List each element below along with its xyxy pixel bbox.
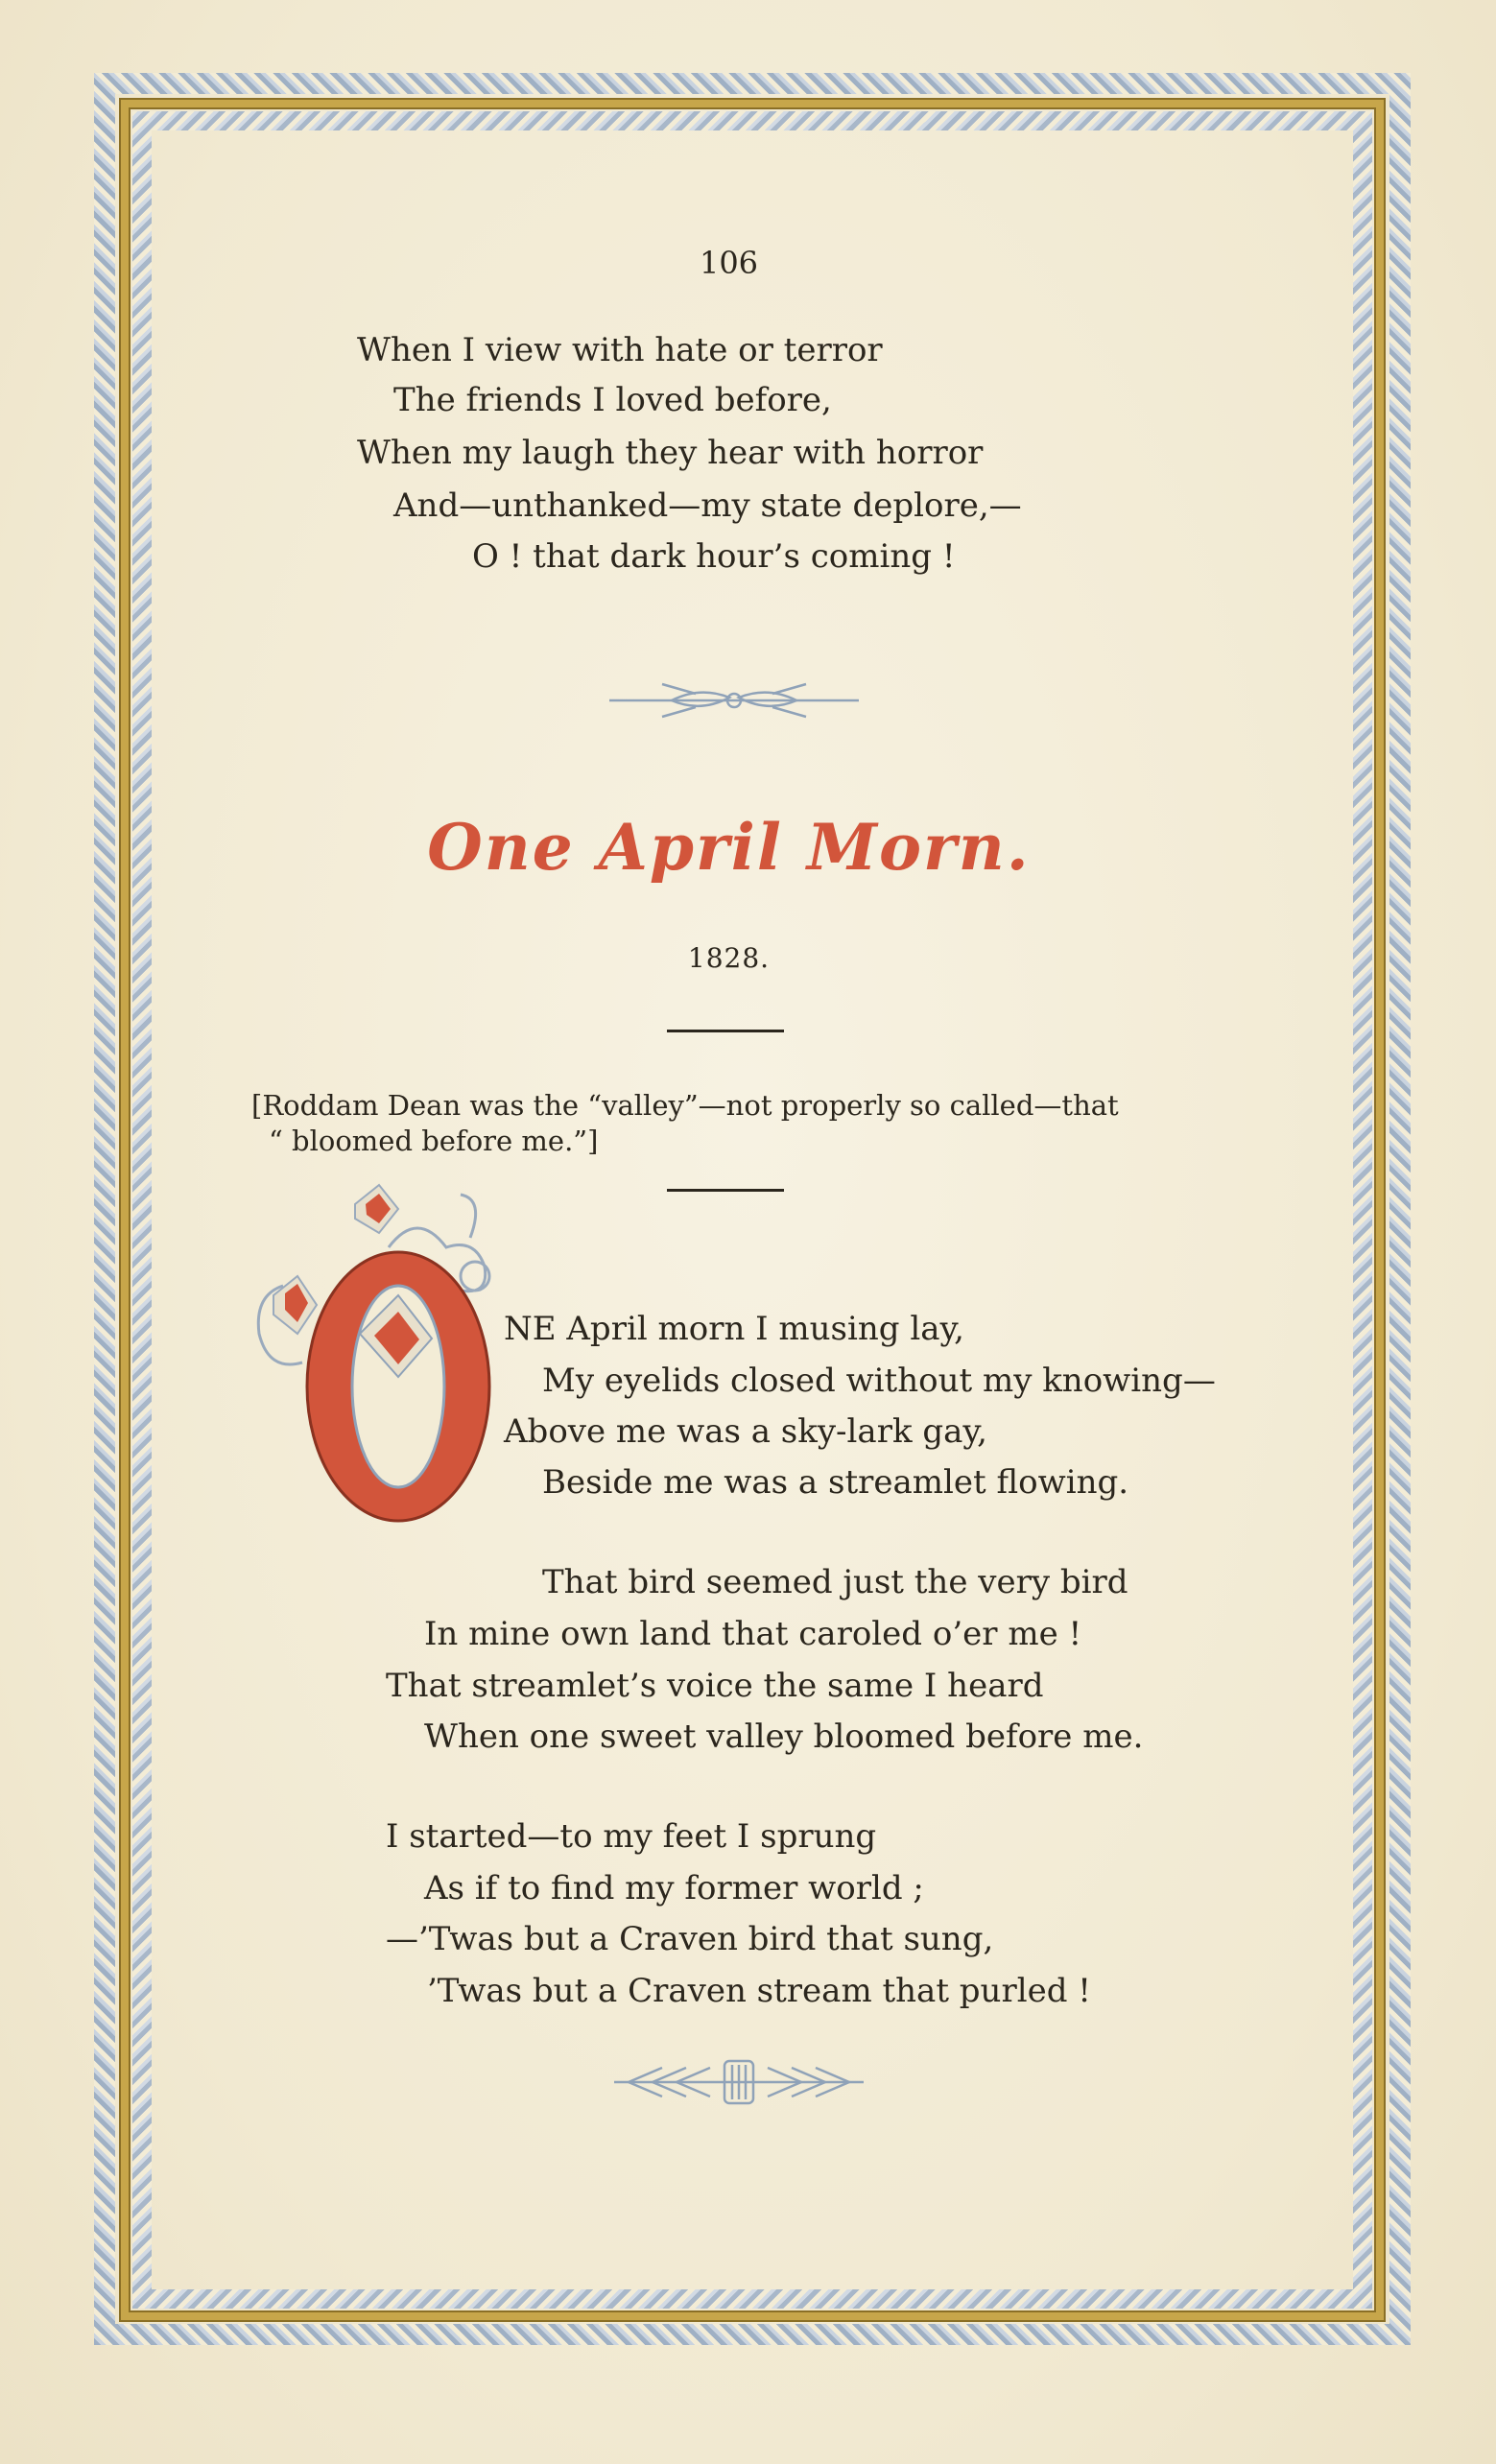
poem-line: That streamlet’s voice the same I heard bbox=[386, 1667, 1044, 1705]
drop-cap-letter: O bbox=[397, 1386, 399, 1387]
poem-line: As if to find my former world ; bbox=[424, 1869, 924, 1907]
divider-rule bbox=[667, 1189, 784, 1192]
poem-line: Above me was a sky-lark gay, bbox=[504, 1412, 987, 1451]
poem-line: And—unthanked—my state deplore,— bbox=[393, 486, 1022, 525]
illuminated-drop-cap-icon bbox=[245, 1180, 533, 1535]
poem-line: O ! that dark hour’s coming ! bbox=[472, 537, 956, 576]
poem-line: My eyelids closed without my knowing— bbox=[542, 1362, 1216, 1400]
poem-line: —’Twas but a Craven bird that sung, bbox=[386, 1920, 994, 1958]
poem-line: The friends I loved before, bbox=[393, 381, 832, 419]
poem-line: ’Twas but a Craven stream that purled ! bbox=[427, 1972, 1091, 2010]
ornament-divider-icon bbox=[609, 2053, 868, 2111]
editorial-note-line: [Roddam Dean was the “valley”—not properly so called—that bbox=[251, 1089, 1119, 1122]
poem-line: When my laugh they hear with horror bbox=[357, 434, 984, 472]
poem-line: Beside me was a streamlet flowing. bbox=[542, 1463, 1129, 1502]
poem-line: NE April morn I musing lay, bbox=[504, 1310, 964, 1348]
poem-line: In mine own land that caroled o’er me ! bbox=[424, 1615, 1082, 1653]
poem-line: When one sweet valley bloomed before me. bbox=[424, 1718, 1144, 1756]
poem-line: When I view with hate or terror bbox=[357, 331, 883, 369]
ornament-divider-icon bbox=[605, 676, 864, 724]
poem-line: That bird seemed just the very bird bbox=[542, 1563, 1128, 1601]
editorial-note-line: “ bloomed before me.”] bbox=[269, 1125, 599, 1157]
page-number: 106 bbox=[699, 245, 759, 281]
poem-year: 1828. bbox=[687, 942, 771, 974]
poem-line: I started—to my feet I sprung bbox=[386, 1817, 877, 1856]
divider-rule bbox=[667, 1030, 784, 1032]
poem-title: One April Morn. bbox=[427, 810, 1031, 885]
